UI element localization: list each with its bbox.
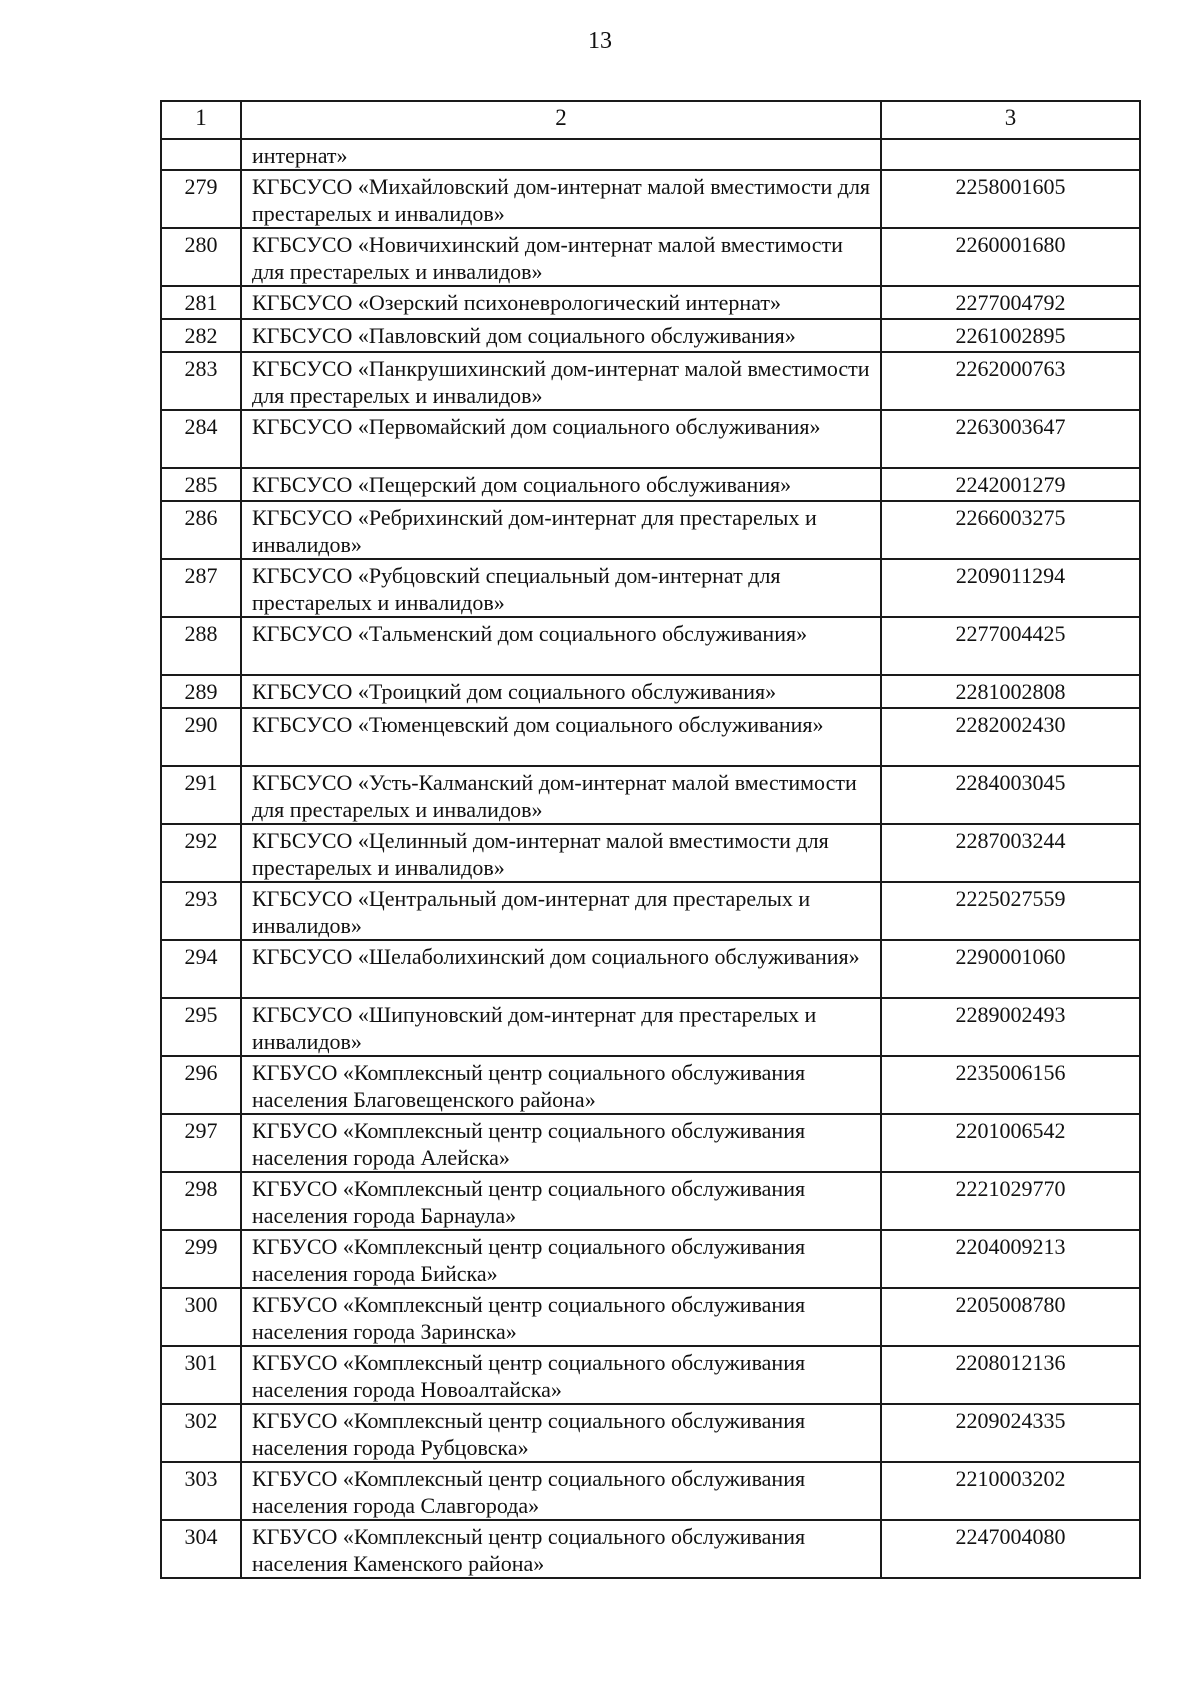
cell-inn: 2289002493 (881, 998, 1140, 1056)
cell-inn: 2261002895 (881, 319, 1140, 352)
cell-number: 281 (161, 286, 241, 319)
table-row (161, 228, 1140, 286)
organizations-table (160, 100, 1141, 1579)
cell-inn: 2210003202 (881, 1462, 1140, 1520)
cell-name: КГБУСО «Комплексный центр социального обслуживания населения города Бийска» (241, 1230, 881, 1288)
cell-name: КГБСУСО «Троицкий дом социального обслуживания» (241, 675, 881, 708)
cell-number: 294 (161, 940, 241, 998)
cell-name: КГБУСО «Комплексный центр социального обслуживания населения города Новоалтайска» (241, 1346, 881, 1404)
cell-inn: 2258001605 (881, 170, 1140, 228)
cell-number: 304 (161, 1520, 241, 1578)
table-header-row (161, 101, 1140, 139)
table-row (161, 170, 1140, 228)
cell-inn: 2281002808 (881, 675, 1140, 708)
table-row (161, 882, 1140, 940)
cell-name: КГБУСО «Комплексный центр социального обслуживания населения города Славгорода» (241, 1462, 881, 1520)
table-row (161, 319, 1140, 352)
table-row (161, 1404, 1140, 1462)
table-row (161, 1462, 1140, 1520)
cell-number: 290 (161, 708, 241, 766)
cell-name: КГБУСО «Комплексный центр социального обслуживания населения города Алейска» (241, 1114, 881, 1172)
table-row (161, 824, 1140, 882)
table-row (161, 708, 1140, 766)
table-row (161, 1114, 1140, 1172)
cell-inn (881, 139, 1140, 170)
cell-name: КГБСУСО «Целинный дом-интернат малой вместимости для престарелых и инвалидов» (241, 824, 881, 882)
cell-inn: 2201006542 (881, 1114, 1140, 1172)
table-row (161, 617, 1140, 675)
cell-number: 280 (161, 228, 241, 286)
cell-number: 296 (161, 1056, 241, 1114)
cell-inn: 2287003244 (881, 824, 1140, 882)
table-row (161, 559, 1140, 617)
cell-name: КГБСУСО «Панкрушихинский дом-интернат малой вместимости для престарелых и инвалидов» (241, 352, 881, 410)
column-header-inn: 3 (881, 101, 1140, 139)
cell-number: 279 (161, 170, 241, 228)
cell-name: КГБСУСО «Тальменский дом социального обслуживания» (241, 617, 881, 675)
cell-name: КГБУСО «Комплексный центр социального обслуживания населения Каменского района» (241, 1520, 881, 1578)
column-header-name: 2 (241, 101, 881, 139)
cell-number: 301 (161, 1346, 241, 1404)
cell-name: КГБСУСО «Озерский психоневрологический интернат» (241, 286, 881, 319)
cell-number: 292 (161, 824, 241, 882)
cell-number: 297 (161, 1114, 241, 1172)
cell-name: КГБУСО «Комплексный центр социального обслуживания населения Благовещенского района» (241, 1056, 881, 1114)
cell-inn: 2221029770 (881, 1172, 1140, 1230)
cell-name: КГБСУСО «Павловский дом социального обслуживания» (241, 319, 881, 352)
table-row (161, 766, 1140, 824)
cell-inn: 2204009213 (881, 1230, 1140, 1288)
table-row (161, 940, 1140, 998)
cell-name: КГБСУСО «Рубцовский специальный дом-интернат для престарелых и инвалидов» (241, 559, 881, 617)
cell-inn: 2205008780 (881, 1288, 1140, 1346)
cell-inn: 2266003275 (881, 501, 1140, 559)
cell-name: КГБСУСО «Шелаболихинский дом социального обслуживания» (241, 940, 881, 998)
table-row (161, 410, 1140, 468)
table-row (161, 352, 1140, 410)
page-number: 13 (588, 28, 612, 54)
cell-name: КГБСУСО «Новичихинский дом-интернат малой вместимости для престарелых и инвалидов» (241, 228, 881, 286)
cell-name: КГБСУСО «Центральный дом-интернат для престарелых и инвалидов» (241, 882, 881, 940)
cell-number: 303 (161, 1462, 241, 1520)
column-header-number: 1 (161, 101, 241, 139)
cell-name: КГБСУСО «Михайловский дом-интернат малой вместимости для престарелых и инвалидов» (241, 170, 881, 228)
table-row (161, 998, 1140, 1056)
cell-inn: 2277004425 (881, 617, 1140, 675)
cell-inn: 2209011294 (881, 559, 1140, 617)
table-row (161, 1520, 1140, 1578)
cell-number: 302 (161, 1404, 241, 1462)
cell-inn: 2225027559 (881, 882, 1140, 940)
cell-inn: 2262000763 (881, 352, 1140, 410)
cell-inn: 2282002430 (881, 708, 1140, 766)
cell-number: 287 (161, 559, 241, 617)
cell-name: КГБУСО «Комплексный центр социального обслуживания населения города Барнаула» (241, 1172, 881, 1230)
cell-number: 286 (161, 501, 241, 559)
cell-inn: 2260001680 (881, 228, 1140, 286)
table-row (161, 1230, 1140, 1288)
table-row (161, 1056, 1140, 1114)
cell-name: КГБСУСО «Тюменцевский дом социального обслуживания» (241, 708, 881, 766)
cell-name: КГБСУСО «Шипуновский дом-интернат для престарелых и инвалидов» (241, 998, 881, 1056)
cell-name: КГБСУСО «Усть-Калманский дом-интернат малой вместимости для престарелых и инвалидов» (241, 766, 881, 824)
cell-name: КГБСУСО «Пещерский дом социального обслуживания» (241, 468, 881, 501)
cell-inn: 2247004080 (881, 1520, 1140, 1578)
cell-number: 299 (161, 1230, 241, 1288)
cell-number: 283 (161, 352, 241, 410)
cell-name: КГБСУСО «Первомайский дом социального обслуживания» (241, 410, 881, 468)
table-row (161, 286, 1140, 319)
cell-number (161, 139, 241, 170)
cell-inn: 2242001279 (881, 468, 1140, 501)
table-row (161, 1288, 1140, 1346)
cell-name: интернат» (241, 139, 881, 170)
table-row (161, 501, 1140, 559)
cell-inn: 2284003045 (881, 766, 1140, 824)
cell-number: 285 (161, 468, 241, 501)
cell-inn: 2263003647 (881, 410, 1140, 468)
table-row-continuation (161, 139, 1140, 170)
cell-number: 282 (161, 319, 241, 352)
cell-inn: 2290001060 (881, 940, 1140, 998)
cell-inn: 2235006156 (881, 1056, 1140, 1114)
cell-inn: 2209024335 (881, 1404, 1140, 1462)
cell-number: 293 (161, 882, 241, 940)
cell-inn: 2208012136 (881, 1346, 1140, 1404)
cell-number: 284 (161, 410, 241, 468)
cell-number: 289 (161, 675, 241, 708)
table-row (161, 1346, 1140, 1404)
table-body (161, 139, 1140, 1578)
cell-number: 300 (161, 1288, 241, 1346)
table-row (161, 1172, 1140, 1230)
cell-inn: 2277004792 (881, 286, 1140, 319)
cell-name: КГБСУСО «Ребрихинский дом-интернат для престарелых и инвалидов» (241, 501, 881, 559)
cell-name: КГБУСО «Комплексный центр социального обслуживания населения города Рубцовска» (241, 1404, 881, 1462)
cell-number: 295 (161, 998, 241, 1056)
cell-name: КГБУСО «Комплексный центр социального обслуживания населения города Заринска» (241, 1288, 881, 1346)
table-row (161, 675, 1140, 708)
cell-number: 291 (161, 766, 241, 824)
cell-number: 298 (161, 1172, 241, 1230)
cell-number: 288 (161, 617, 241, 675)
table-row (161, 468, 1140, 501)
